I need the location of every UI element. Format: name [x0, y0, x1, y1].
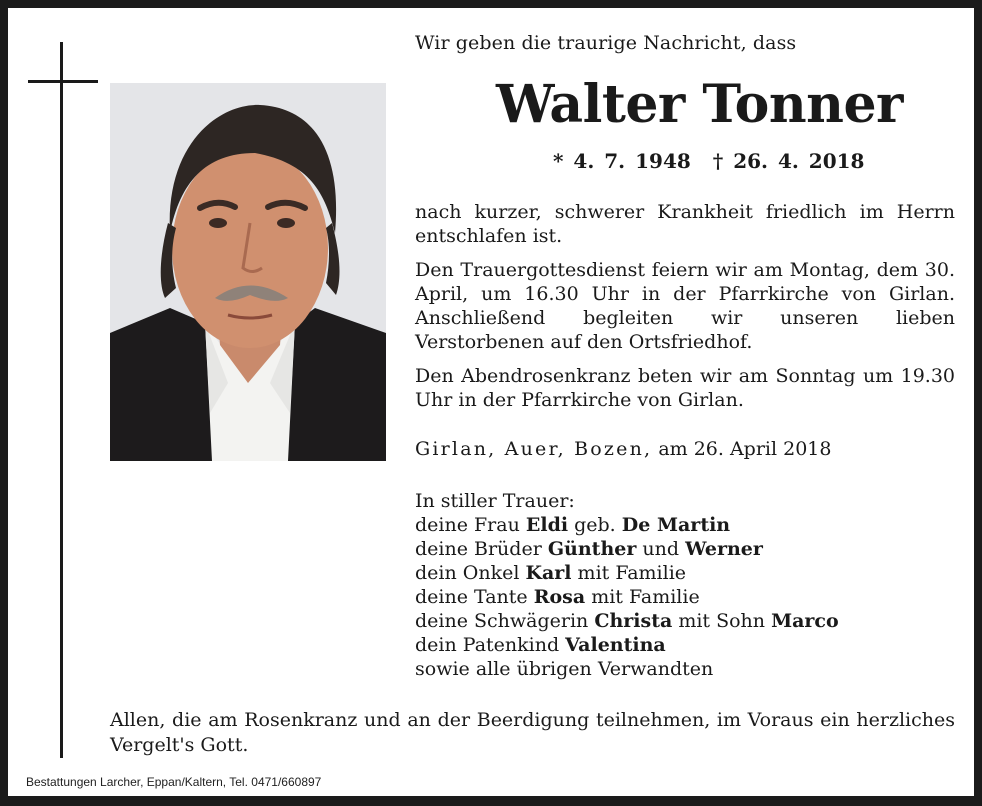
paragraph-rosary: Den Abendrosenkranz beten wir am Sonntag um 19.30 Uhr in der Pfarrkirche von Girlan.	[415, 365, 955, 411]
place-and-date	[415, 438, 831, 460]
deceased-name: Walter Tonner	[496, 74, 903, 135]
birth-date: * 4. 7. 1948	[553, 149, 691, 173]
mourner-name: Günther	[547, 538, 637, 560]
mourner-relation: deine Schwägerin	[415, 610, 595, 632]
mourner-relation: mit Familie	[571, 562, 687, 584]
mourner-relation: dein Patenkind	[415, 634, 566, 656]
paragraph-funeral: Den Trauergottesdienst feiern wir am Montag, dem 30. April, um 16.30 Uhr in der Pfarrkirche von Girlan. Anschließend begleiten wir unseren lieben Verstorbenen auf den Ortsfriedhof.	[415, 259, 955, 353]
place-names: Girlan, Auer, Bozen,	[415, 438, 653, 460]
notice-date: am 26. April 2018	[658, 438, 832, 460]
mourner-relation: mit Familie	[585, 586, 700, 608]
mourner-relation: dein Onkel	[415, 562, 526, 584]
mourners-heading: In stiller Trauer:	[415, 490, 575, 512]
mourner-name: Eldi	[525, 514, 569, 536]
mourner-row	[415, 513, 839, 537]
mourner-name: Karl	[525, 562, 572, 584]
portrait-photo	[110, 83, 386, 461]
mourner-name: Marco	[771, 610, 839, 632]
mourner-relation: sowie alle übrigen Verwandten	[415, 658, 714, 680]
mourners-list	[415, 489, 839, 681]
mourner-row	[415, 633, 839, 657]
closing-thanks: Allen, die am Rosenkranz und an der Beerdigung teilnehmen, im Voraus ein herzliches Vergelt's Gott.	[110, 709, 955, 756]
mourner-name: De Martin	[621, 514, 731, 536]
mourner-relation: mit Sohn	[672, 610, 772, 632]
mourner-relation: deine Tante	[415, 586, 534, 608]
mourner-row	[415, 561, 839, 585]
intro-text: Wir geben die traurige Nachricht, dass	[415, 32, 797, 54]
mourner-name: Werner	[685, 538, 763, 560]
mourner-relation: deine Frau	[415, 514, 526, 536]
mourner-relation: und	[636, 538, 686, 560]
mourner-name: Rosa	[533, 586, 586, 608]
paragraph-passing: nach kurzer, schwerer Krankheit friedlich im Herrn entschlafen ist.	[415, 201, 955, 247]
mourner-name: Valentina	[565, 634, 666, 656]
mourner-row	[415, 585, 839, 609]
life-dates	[553, 149, 864, 173]
mourner-row	[415, 657, 839, 681]
mourner-name: Christa	[594, 610, 673, 632]
mourner-row	[415, 537, 839, 561]
funeral-home-footer: Bestattungen Larcher, Eppan/Kaltern, Tel. 0471/660897	[26, 775, 322, 789]
mourner-row	[415, 609, 839, 633]
mourner-relation: deine Brüder	[415, 538, 548, 560]
mourner-relation: geb.	[568, 514, 622, 536]
death-date: † 26. 4. 2018	[712, 149, 865, 173]
